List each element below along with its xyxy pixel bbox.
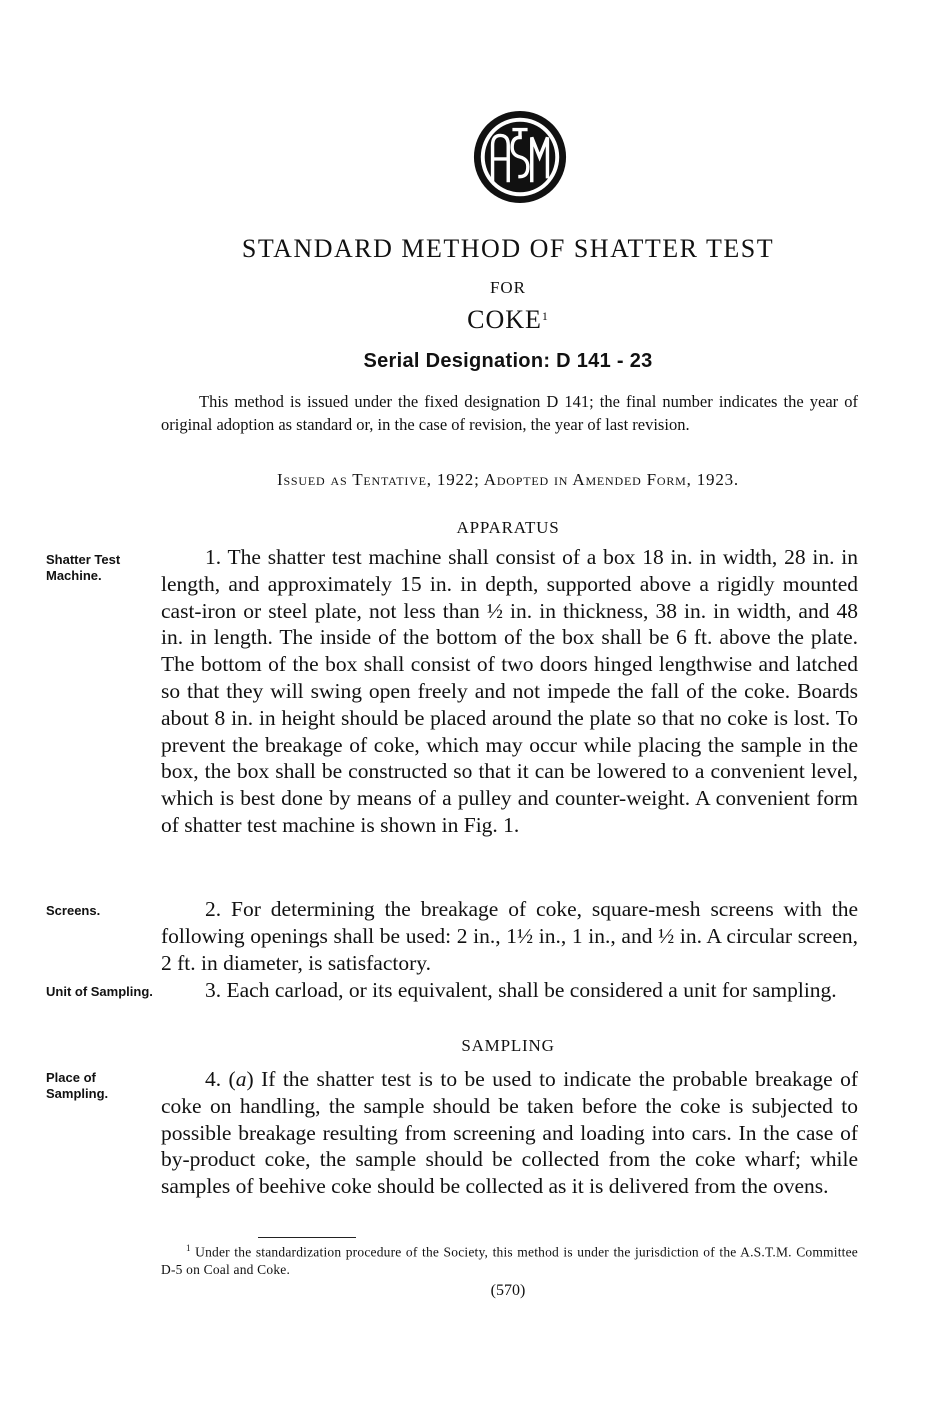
issued-line: Issued as Tentative, 1922; Adopted in Amended Form, 1923. (277, 470, 739, 489)
margin-note-unit-of-sampling: Unit of Sampling. (46, 984, 153, 999)
paragraph-4-item: a (235, 1067, 247, 1091)
section-heading-apparatus: APPARATUS (456, 518, 560, 537)
title-footnote-marker: 1 (541, 309, 549, 323)
intro-note: This method is issued under the fixed designation D 141; the final number indicates the year of original adoption as standard or, in the case of revision, the year of last revision. (161, 392, 858, 434)
title-subject (160, 305, 856, 335)
paragraph-1: 1. The shatter test machine shall consist of a box 18 in. in width, 28 in. in length, and approximately 15 in. in depth, supported above a rigidly mounted cast-iron or steel plate, not less than ½ in. in thickness, 38 in. in width, and 48 in. in length. The inside of the bottom of the box shall be 6 ft. above the plate. The bottom of the box shall consist of two doors hinged lengthwise and latched so that they will swing open freely and not impede the fall of the coke. Boards about 8 in. in height should be placed around the plate so that no coke is lost. To prevent the breakage of coke, which may occur while placing the sample in the box, the box shall be constructed so that it can be lowered to a convenient level, which is best done by means of a pulley and counter-weight. A convenient form of shatter test machine is shown in Fig. 1. (161, 545, 858, 837)
footnote-marker: 1 (186, 1243, 191, 1253)
footnote-rule (258, 1237, 356, 1238)
title-for: FOR (489, 278, 527, 297)
paragraph-4-text: ) If the shatter test is to be used to indicate the probable breakage of coke on handling, the sample should be taken before the coke is subjected to possible breakage resulting from screening and loading into cars. In the case of by-product coke, the sample should be collected from the coke wharf; while samples of beehive coke should be collected as it is delivered from the ovens. (161, 1067, 858, 1199)
title-subject-text: COKE (467, 305, 542, 334)
serial-designation: Serial Designation: D 141 - 23 (363, 350, 653, 372)
astm-logo (471, 108, 569, 206)
paragraph-4 (161, 1066, 858, 1200)
page-number: (570) (490, 1282, 526, 1299)
margin-note-shatter-test-machine: Shatter Test Machine. (46, 552, 121, 583)
paragraph-3: 3. Each carload, or its equivalent, shall be considered a unit for sampling. (205, 978, 837, 1002)
margin-note-screens: Screens. (46, 903, 101, 918)
document-title: STANDARD METHOD OF SHATTER TEST (241, 234, 775, 263)
footnote (161, 1240, 858, 1278)
astm-logo-icon (471, 108, 569, 206)
footnote-text: Under the standardization procedure of the Society, this method is under the jurisdiction of the A.S.T.M. Committee D-5 on Coal and Coke. (161, 1244, 858, 1277)
margin-note-place-of-sampling: Place of Sampling. (46, 1070, 109, 1101)
paragraph-2: 2. For determining the breakage of coke, square-mesh screens with the following openings shall be used: 2 in., 1½ in., 1 in., and ½ in. A circular screen, 2 ft. in diameter, is satisfactory. (161, 897, 858, 975)
section-heading-sampling: SAMPLING (461, 1036, 555, 1055)
paragraph-4-lead: 4. ( (205, 1067, 236, 1091)
